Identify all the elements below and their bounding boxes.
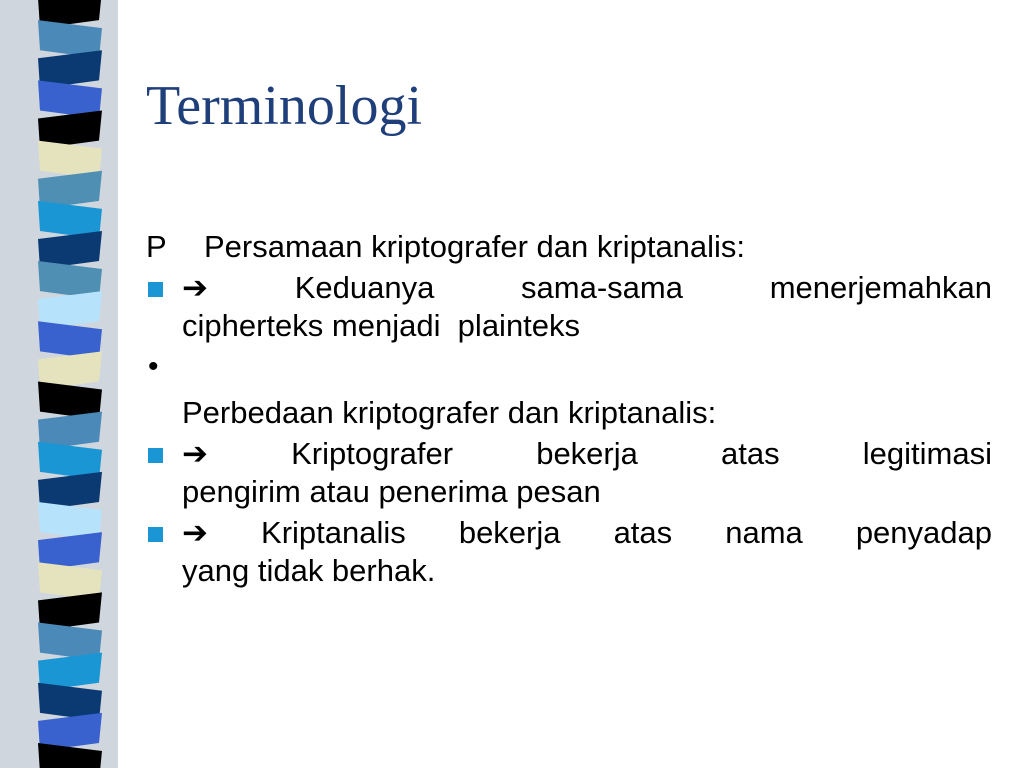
word: atas [721,436,780,471]
list-item [146,435,992,511]
list-item [146,394,992,432]
list-item [146,348,992,394]
slide-body [146,228,992,590]
square-bullet-icon [148,527,163,542]
word: menerjemahkan [769,270,992,305]
list-item [146,514,992,590]
list-item [146,269,992,345]
word: bekerja [458,515,561,550]
word: Kriptanalis [261,515,406,550]
word: nama [725,515,803,550]
slide-title: Terminologi [146,75,423,137]
justified-line [182,435,992,473]
list-item-text: Persamaan kriptografer dan kriptanalis: [204,229,746,264]
list-item-text: Perbedaan kriptografer dan kriptanalis: [182,395,717,430]
word: legitimasi [862,436,992,471]
justified-line [182,514,992,552]
word: sama-sama [521,270,683,305]
list-item-line: cipherteks menjadi plainteks [182,308,581,343]
dot-bullet-icon: • [148,350,159,383]
arrow-icon: ➔ [182,436,208,471]
justified-line [182,269,992,307]
word: Keduanya [294,270,435,305]
list-item-line: yang tidak berhak. [182,553,436,588]
p-bullet: P [146,229,167,264]
list-item [146,228,992,266]
word: bekerja [536,436,638,471]
arrow-icon: ➔ [182,270,208,305]
word: penyadap [855,515,992,550]
arrow-icon: ➔ [182,515,208,550]
decorative-side-strip [0,0,118,768]
list-item-line: pengirim atau penerima pesan [182,474,601,509]
word: atas [613,515,673,550]
square-bullet-icon [148,282,163,297]
word: Kriptografer [291,436,454,471]
square-bullet-icon [148,448,163,463]
